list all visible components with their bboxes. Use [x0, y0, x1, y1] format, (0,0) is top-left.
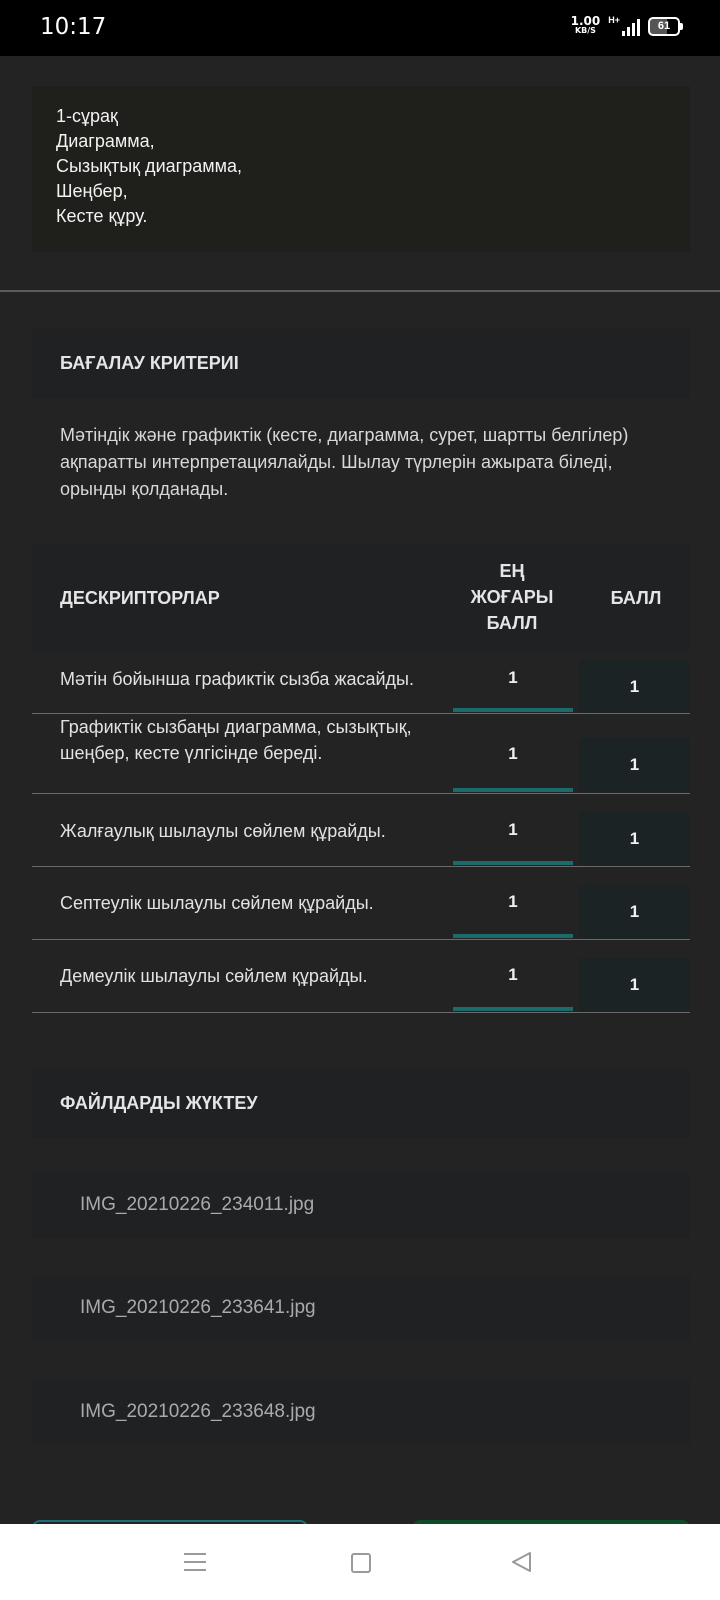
criteria-header: [32, 328, 690, 398]
answer-line: Сызықтық диаграмма,: [56, 156, 242, 176]
signal-group: [608, 16, 640, 36]
network-speed-value: 1.00: [570, 14, 601, 28]
system-navigation-bar: [0, 1524, 720, 1600]
max-score-column-header: [452, 558, 572, 636]
file-upload-header: [32, 1068, 690, 1138]
battery-level: 61: [657, 20, 671, 32]
max-score-header-line: ЖОҒАРЫ: [470, 587, 554, 607]
row-max-score-underline: [453, 788, 573, 792]
criteria-description: Мәтіндік және графиктік (кесте, диаграмма, сурет, шартты белгілер) ақпаратты интерпретациялайды. Шылау түрлерін ажырата біледі, орынды қолданады.: [60, 425, 629, 499]
row-descriptor: Мәтін бойынша графиктік сызба жасайды.: [60, 669, 414, 689]
file-name: IMG_20210226_233648.jpg: [80, 1401, 316, 1422]
max-score-header-line: БАЛЛ: [486, 613, 538, 633]
file-name: IMG_20210226_234011.jpg: [80, 1194, 315, 1215]
row-max-score: 1: [508, 820, 518, 839]
row-descriptor: Жалғаулық шылаулы сөйлем құрайды.: [60, 821, 386, 841]
row-max-score-underline: [453, 934, 573, 938]
file-item[interactable]: [32, 1275, 690, 1341]
table-row: [32, 794, 690, 867]
row-score-field[interactable]: 1: [579, 738, 690, 792]
network-speed-unit: KB/S: [574, 26, 596, 35]
home-icon[interactable]: [351, 1553, 371, 1573]
row-max-score-underline: [453, 1007, 573, 1011]
row-max-score: 1: [508, 965, 518, 984]
row-max-score-underline: [453, 708, 573, 712]
row-max-score: 1: [508, 744, 518, 763]
menu-icon[interactable]: [184, 1553, 206, 1571]
descriptors-column-header: ДЕСКРИПТОРЛАР: [60, 587, 220, 608]
criteria-title: БАҒАЛАУ КРИТЕРИІ: [60, 352, 239, 373]
answer-line: Шеңбер,: [56, 181, 128, 201]
answer-line: 1-сұрақ: [56, 106, 118, 126]
status-time: 10:17: [40, 14, 107, 40]
row-max-score-underline: [453, 861, 573, 865]
row-score-field[interactable]: 1: [579, 812, 690, 866]
descriptors-table-header: [32, 544, 690, 652]
row-score-field[interactable]: 1: [579, 885, 690, 939]
score-column-header: БАЛЛ: [610, 587, 662, 608]
status-bar: [0, 0, 720, 56]
network-type: H+: [608, 15, 620, 25]
max-score-header-line: ЕҢ: [499, 561, 525, 581]
row-max-score: 1: [508, 892, 518, 911]
network-speed: [571, 16, 601, 36]
row-divider: [32, 1012, 690, 1013]
signal-icon: [622, 16, 640, 36]
file-upload-title: ФАЙЛДАРДЫ ЖҮКТЕУ: [60, 1092, 258, 1113]
row-descriptor: Септеулік шылаулы сөйлем құрайды.: [60, 893, 374, 913]
answer-line: Кесте құру.: [56, 206, 148, 226]
divider: [0, 290, 720, 292]
row-score-field[interactable]: 1: [579, 958, 690, 1012]
table-row: [32, 714, 690, 794]
answer-line: Диаграмма,: [56, 131, 155, 151]
file-name: IMG_20210226_233641.jpg: [80, 1297, 316, 1318]
back-icon[interactable]: [510, 1550, 534, 1574]
file-item[interactable]: [32, 1379, 690, 1445]
row-score-field[interactable]: 1: [579, 660, 690, 714]
row-max-score: 1: [508, 668, 518, 687]
table-row: [32, 652, 690, 714]
table-row: [32, 940, 690, 1013]
table-row: [32, 867, 690, 940]
row-descriptor: Графиктік сызбаңы диаграмма, сызықтық, шеңбер, кесте үлгісінде береді.: [60, 717, 412, 763]
status-indicators: [571, 16, 680, 36]
row-descriptor: Демеулік шылаулы сөйлем құрайды.: [60, 966, 368, 986]
battery-icon: [648, 17, 680, 36]
answer-text-box[interactable]: [32, 86, 690, 252]
file-item[interactable]: [32, 1172, 690, 1238]
